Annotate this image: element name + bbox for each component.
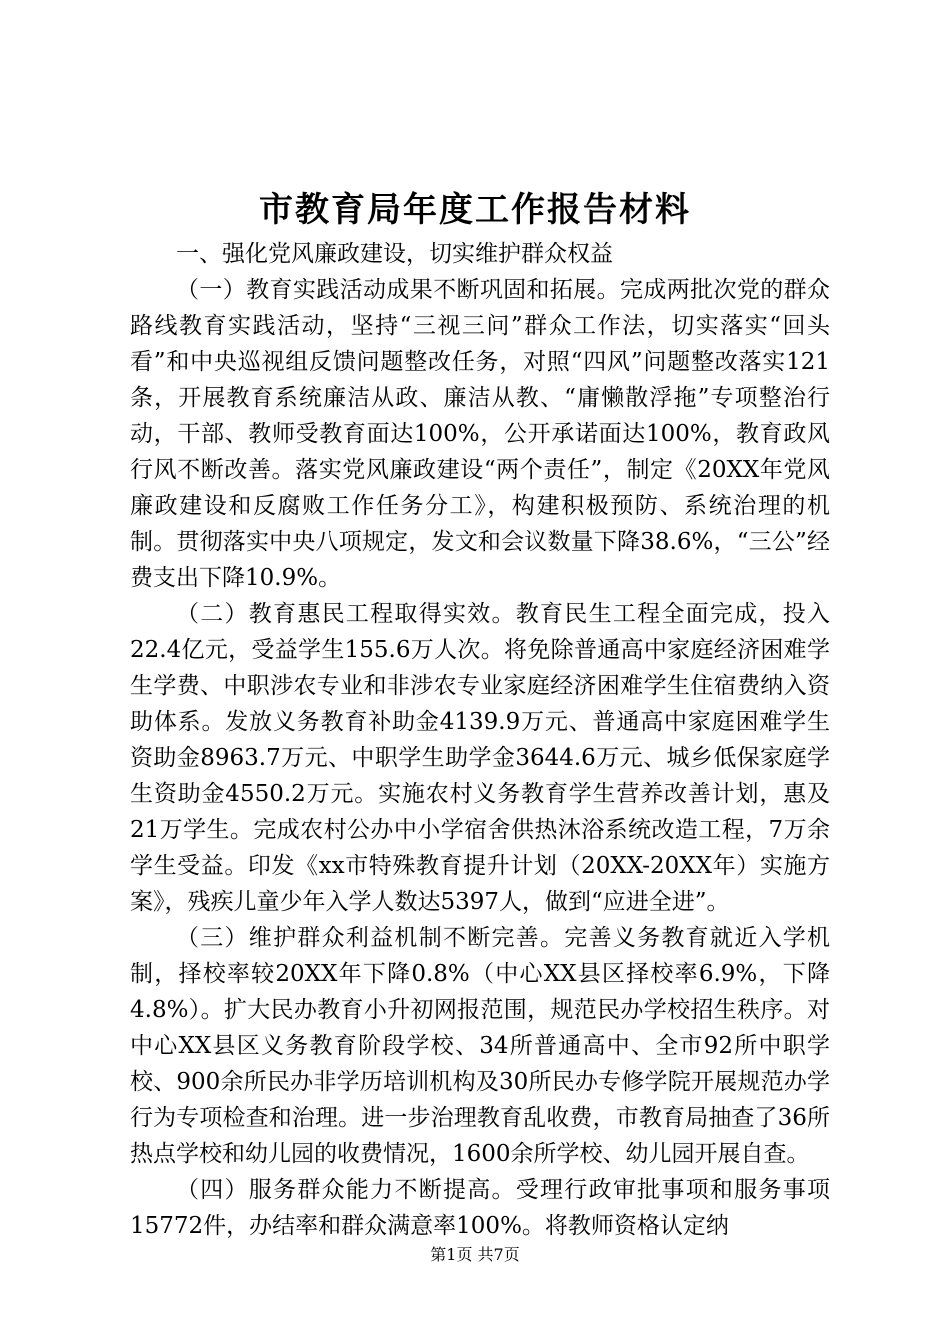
page-footer: 第1页 共7页 [430, 1245, 520, 1264]
document-title: 市教育局年度工作报告材料 [259, 190, 691, 230]
paragraph-1: （一）教育实践活动成果不断巩固和拓展。完成两批次党的群众路线教育实践活动，坚持“三视三问”群众工作法，切实落实“回头看”和中央巡视组反馈问题整改任务，对照“四风”问题整改落实121条，开展教育系统廉洁从政、廉洁从教、“庸懒散浮拖”专项整治行动，干部、教师受教育面达100%，公开承诺面达100%，教育政风行风不断改善。落实党风廉政建设“两个责任”，制定《20XX年党风廉政建设和反腐败工作任务分工》，构建积极预防、系统治理的机制。贯彻落实中央八项规定，发文和会议数量下降38.6%，“三公”经费支出下降10.9%。 [130, 277, 830, 591]
paragraph-4: （四）服务群众能力不断提高。受理行政审批事项和服务事项15772件，办结率和群众满意率100%。将教师资格认定纳 [130, 1177, 830, 1239]
paragraph-3: （三）维护群众利益机制不断完善。完善义务教育就近入学机制，择校率较20XX年下降0.8%（中心XX县区择校率6.9%，下降4.8%）。扩大民办教育小升初网报范围，规范民办学校招生秩序。对中心XX县区义务教育阶段学校、34所普通高中、全市92所中职学校、900余所民办非学历培训机构及30所民办专修学院开展规范办学行为专项检查和治理。进一步治理教育乱收费，市教育局抽查了36所热点学校和幼儿园的收费情况，1600余所学校、幼儿园开展自查。 [130, 925, 830, 1167]
document-body [130, 236, 830, 1244]
paragraph-2: （二）教育惠民工程取得实效。教育民生工程全面完成，投入22.4亿元，受益学生155.6万人次。将免除普通高中家庭经济困难学生学费、中职涉农专业和非涉农专业家庭经济困难学生住宿费纳入资助体系。发放义务教育补助金4139.9万元、普通高中家庭困难学生资助金8963.7万元、中职学生助学金3644.6万元、城乡低保家庭学生资助金4550.2万元。实施农村义务教育学生营养改善计划，惠及21万学生。完成农村公办中小学宿舍供热沐浴系统改造工程，7万余学生受益。印发《xx市特殊教育提升计划（20XX-20XX年）实施方案》，残疾儿童少年入学人数达5397人，做到“应进全进”。 [130, 601, 830, 915]
section-heading: 一、强化党风廉政建设，切实维护群众权益 [176, 241, 613, 267]
